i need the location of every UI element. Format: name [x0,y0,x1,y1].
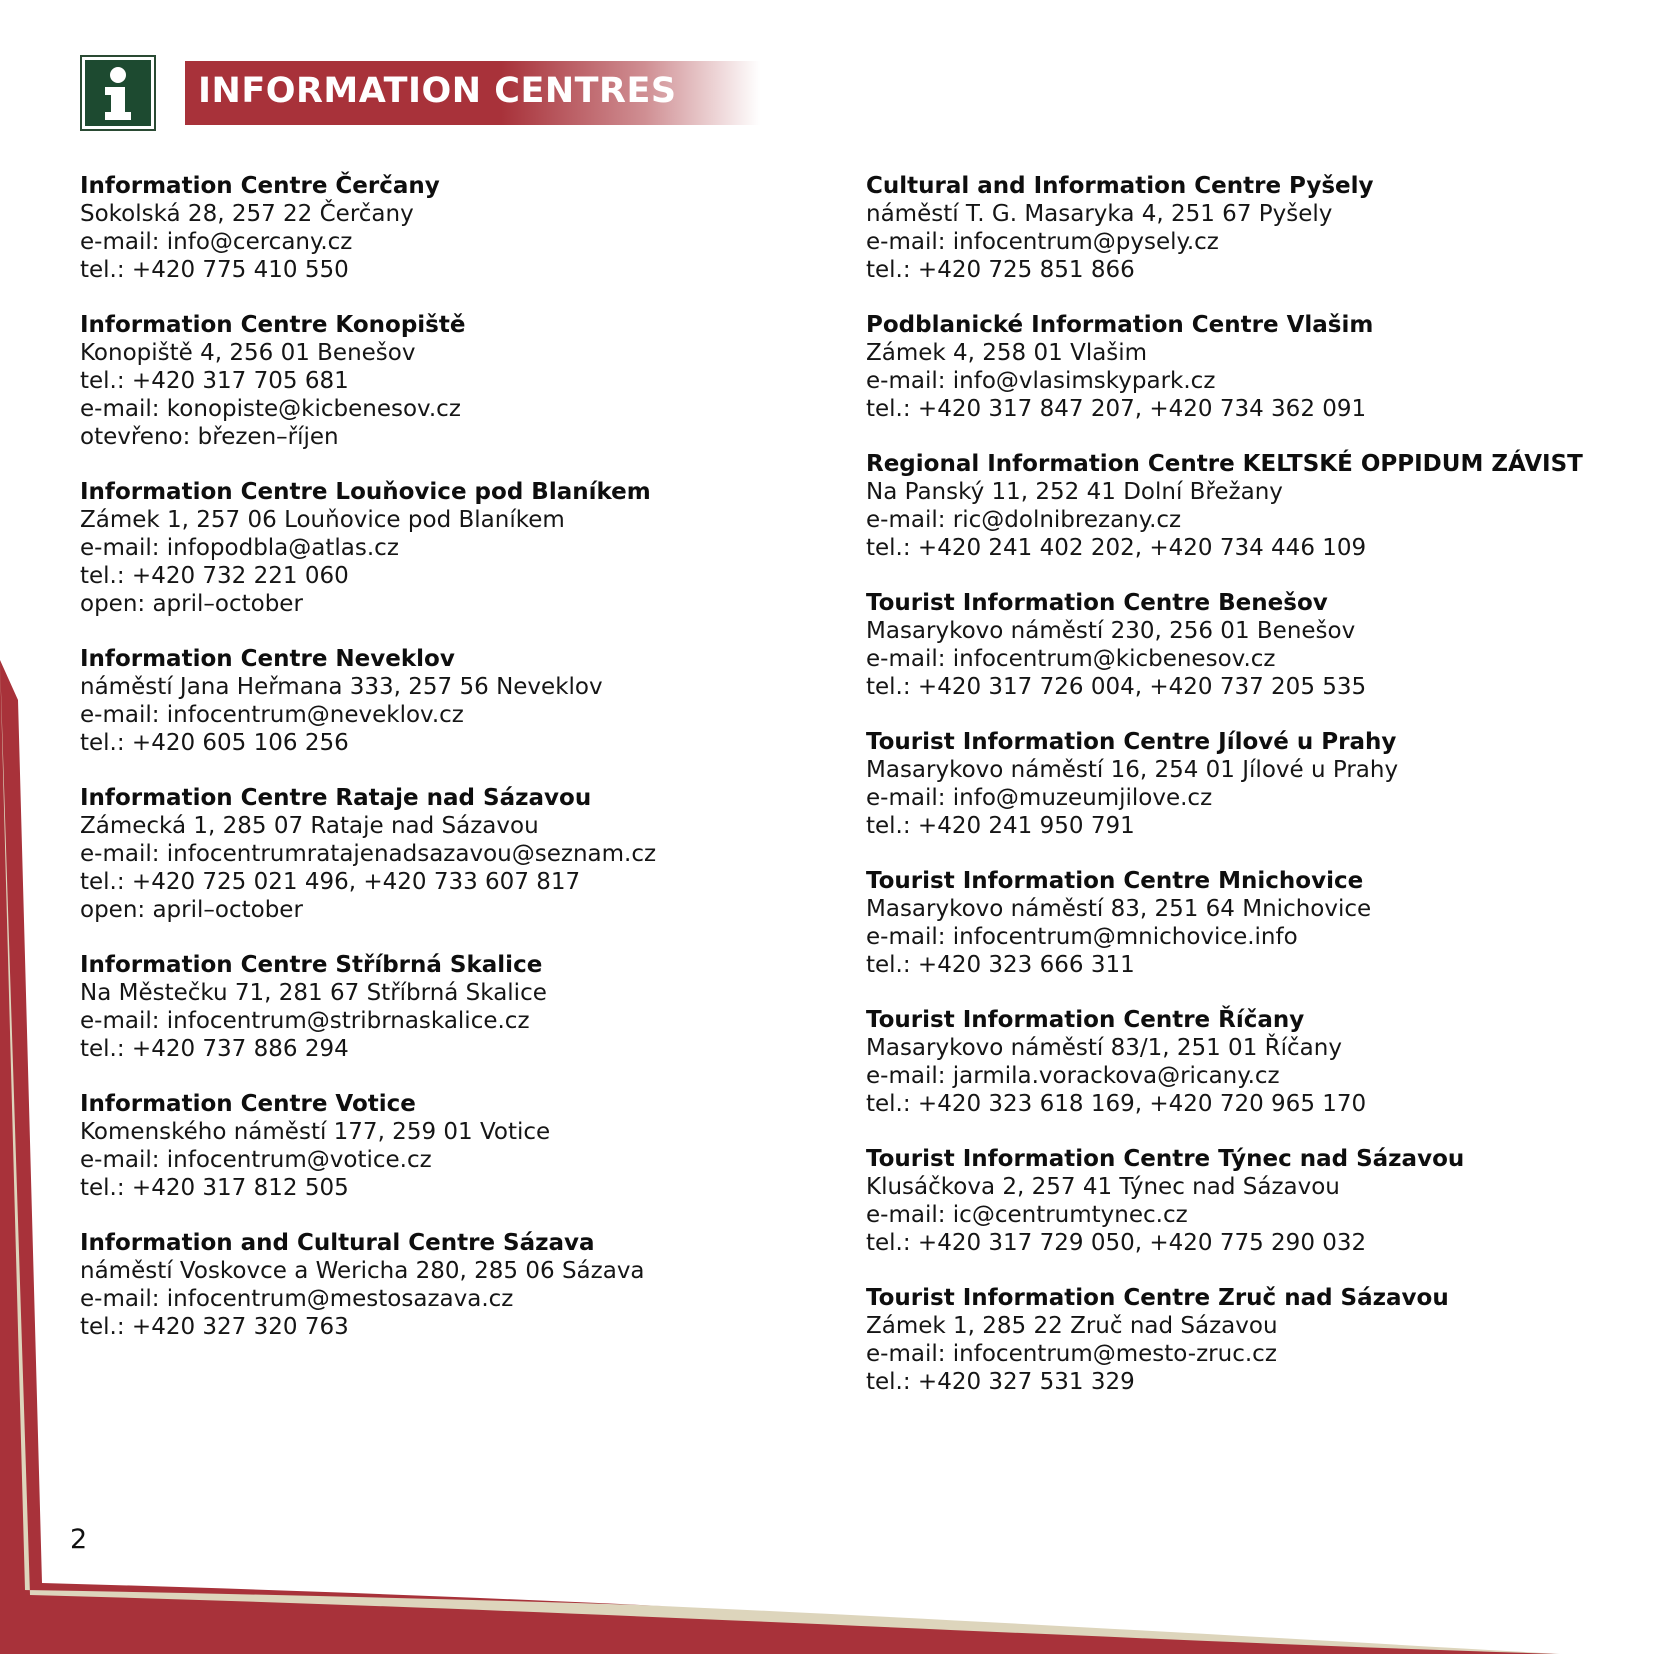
centre-address: Na Městečku 71, 281 67 Stříbrná Skalice [80,980,547,1006]
info-centre-entry [80,1229,780,1341]
centre-phone: tel.: +420 732 221 060 [80,563,349,589]
centre-name: Information Centre Rataje nad Sázavou [80,785,592,811]
centre-phone: tel.: +420 737 886 294 [80,1036,349,1062]
centre-phone: tel.: +420 725 021 496, +420 733 607 817 [80,869,581,895]
centre-phone: tel.: +420 323 618 169, +420 720 965 170 [866,1091,1367,1117]
centre-email: e-mail: jarmila.vorackova@ricany.cz [866,1063,1280,1089]
centre-name: Tourist Information Centre Říčany [866,1007,1305,1033]
centre-name: Information and Cultural Centre Sázava [80,1230,595,1256]
info-centre-entry [866,172,1626,284]
centre-phone: tel.: +420 327 320 763 [80,1314,349,1340]
centre-phone: tel.: +420 317 726 004, +420 737 205 535 [866,674,1367,700]
centre-name: Tourist Information Centre Benešov [866,590,1328,616]
centre-email: e-mail: infopodbla@atlas.cz [80,535,399,561]
centre-email: e-mail: info@cercany.cz [80,229,353,255]
title-bar [185,61,760,125]
centre-address: Zámek 4, 258 01 Vlašim [866,340,1148,366]
centre-address: Na Panský 11, 252 41 Dolní Břežany [866,479,1283,505]
info-centre-entry [866,1006,1626,1118]
centre-email: e-mail: infocentrum@mestosazava.cz [80,1286,514,1312]
centre-name: Tourist Information Centre Zruč nad Sázavou [866,1285,1449,1311]
centre-opening-hours: open: april–october [80,897,303,923]
info-centre-entry [866,1284,1626,1396]
centre-name: Information Centre Votice [80,1091,416,1117]
info-centre-entry [866,589,1626,701]
left-column [80,172,780,1368]
info-centre-entry [80,1090,780,1202]
centre-address: Masarykovo náměstí 230, 256 01 Benešov [866,618,1356,644]
centre-address: Sokolská 28, 257 22 Čerčany [80,201,414,227]
page-number: 2 [70,1524,88,1555]
centre-address: náměstí T. G. Masaryka 4, 251 67 Pyšely [866,201,1333,227]
centre-email: e-mail: infocentrum@kicbenesov.cz [866,646,1276,672]
page-title: INFORMATION CENTRES [198,71,677,111]
centre-phone: tel.: +420 241 950 791 [866,813,1135,839]
centre-name: Regional Information Centre KELTSKÉ OPPIDUM ZÁVIST [866,451,1583,477]
centre-email: e-mail: ic@centrumtynec.cz [866,1202,1188,1228]
centre-phone: tel.: +420 605 106 256 [80,730,349,756]
centre-name: Cultural and Information Centre Pyšely [866,173,1374,199]
centre-address: Zámek 1, 257 06 Louňovice pod Blaníkem [80,507,565,533]
right-column [866,172,1626,1423]
info-centre-entry [80,172,780,284]
centre-name: Information Centre Čerčany [80,173,440,199]
centre-email: e-mail: infocentrum@mesto-zruc.cz [866,1341,1277,1367]
centre-email: e-mail: konopiste@kicbenesov.cz [80,396,461,422]
centre-address: Klusáčkova 2, 257 41 Týnec nad Sázavou [866,1174,1340,1200]
centre-phone: tel.: +420 327 531 329 [866,1369,1135,1395]
centre-address: Zámek 1, 285 22 Zruč nad Sázavou [866,1313,1278,1339]
info-centre-entry [866,1145,1626,1257]
info-centre-entry [866,867,1626,979]
info-centre-entry [80,478,780,618]
centre-opening-hours: otevřeno: březen–říjen [80,424,339,450]
centre-address: Zámecká 1, 285 07 Rataje nad Sázavou [80,813,539,839]
centre-name: Information Centre Stříbrná Skalice [80,952,543,978]
info-centre-entry [866,728,1626,840]
centre-name: Tourist Information Centre Jílové u Prahy [866,729,1397,755]
centre-address: náměstí Jana Heřmana 333, 257 56 Neveklov [80,674,603,700]
info-centre-entry [80,311,780,451]
centre-email: e-mail: infocentrum@neveklov.cz [80,702,464,728]
centre-email: e-mail: infocentrumratajenadsazavou@seznam.cz [80,841,657,867]
info-centre-entry [80,645,780,757]
centre-name: Information Centre Louňovice pod Blaníkem [80,479,651,505]
centre-address: Masarykovo náměstí 16, 254 01 Jílové u Prahy [866,757,1399,783]
centre-address: náměstí Voskovce a Wericha 280, 285 06 Sázava [80,1258,645,1284]
centre-address: Masarykovo náměstí 83, 251 64 Mnichovice [866,896,1372,922]
info-icon [85,60,151,126]
centre-opening-hours: open: april–october [80,591,303,617]
centre-email: e-mail: infocentrum@mnichovice.info [866,924,1298,950]
centre-email: e-mail: infocentrum@votice.cz [80,1147,432,1173]
info-logo [80,55,156,131]
centre-name: Information Centre Neveklov [80,646,455,672]
centre-email: e-mail: info@vlasimskypark.cz [866,368,1216,394]
info-centre-entry [80,951,780,1063]
centre-address: Masarykovo náměstí 83/1, 251 01 Říčany [866,1035,1342,1061]
centre-email: e-mail: infocentrum@pysely.cz [866,229,1219,255]
centre-email: e-mail: ric@dolnibrezany.cz [866,507,1182,533]
centre-name: Podblanické Information Centre Vlašim [866,312,1374,338]
centre-address: Konopiště 4, 256 01 Benešov [80,340,416,366]
centre-phone: tel.: +420 317 812 505 [80,1175,349,1201]
centre-email: e-mail: info@muzeumjilove.cz [866,785,1213,811]
centre-name: Tourist Information Centre Týnec nad Sázavou [866,1146,1465,1172]
centre-phone: tel.: +420 241 402 202, +420 734 446 109 [866,535,1367,561]
info-centre-entry [866,311,1626,423]
centre-address: Komenského náměstí 177, 259 01 Votice [80,1119,551,1145]
centre-phone: tel.: +420 317 705 681 [80,368,349,394]
info-centre-entry [866,450,1626,562]
info-centre-entry [80,784,780,924]
centre-phone: tel.: +420 317 847 207, +420 734 362 091 [866,396,1367,422]
centre-phone: tel.: +420 317 729 050, +420 775 290 032 [866,1230,1367,1256]
centre-phone: tel.: +420 725 851 866 [866,257,1135,283]
centre-phone: tel.: +420 323 666 311 [866,952,1135,978]
centre-name: Tourist Information Centre Mnichovice [866,868,1364,894]
centre-email: e-mail: infocentrum@stribrnaskalice.cz [80,1008,530,1034]
centre-name: Information Centre Konopiště [80,312,466,338]
centre-phone: tel.: +420 775 410 550 [80,257,349,283]
